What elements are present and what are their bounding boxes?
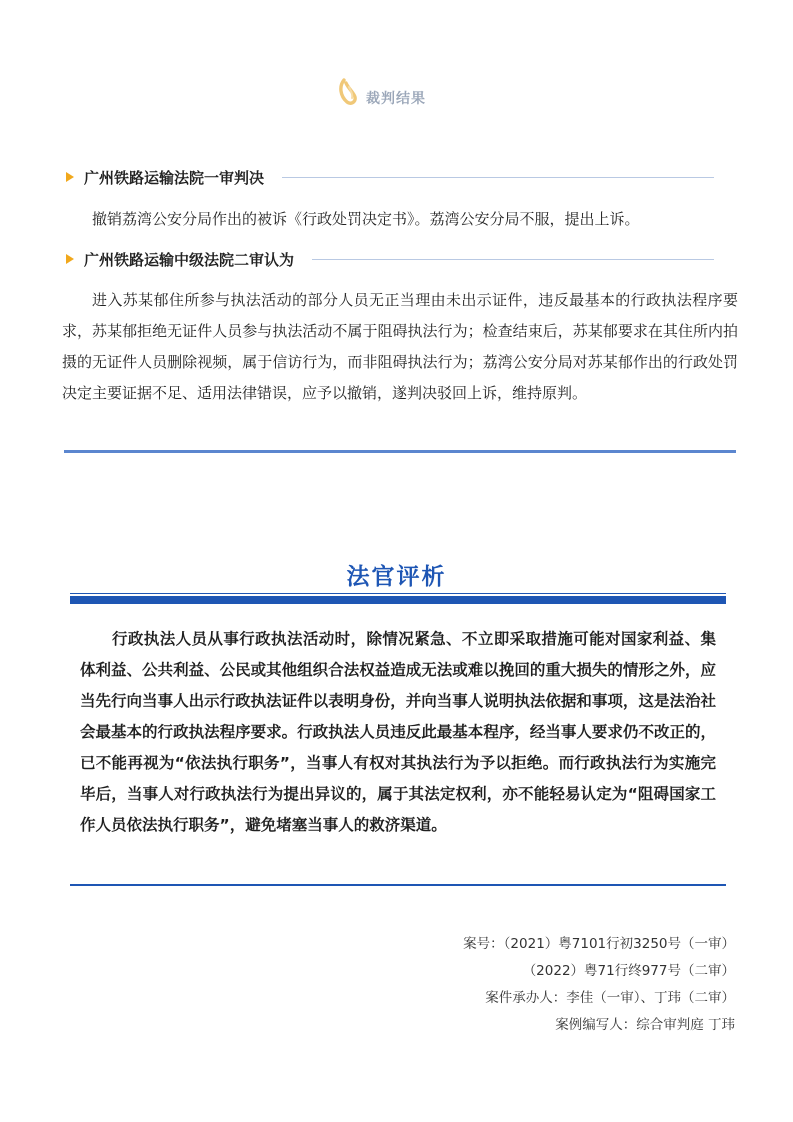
divider [70, 884, 726, 886]
subheading-second-instance [66, 247, 714, 271]
subheading-text: 广州铁路运输中级法院二审认为 [84, 250, 295, 269]
case-editor: 案例编写人：综合审判庭 丁玮 [555, 1017, 735, 1033]
first-instance-text: 撤销荔湾公安分局作出的被诉《行政处罚决定书》。荔湾公安分局不服，提出上诉。 [92, 210, 640, 228]
section-title: 裁判结果 [366, 91, 426, 107]
second-instance-text: 进入苏某郁住所参与执法活动的部分人员无正当理由未出示证件，违反最基本的行政执法程序要求，苏某郁拒绝无证件人员参与执法活动不属于阻碍执法行为；检查结束后，苏某郁要求在其住所内拍摄的无证件人员删除视频，属于信访行为，而非阻碍执法行为；荔湾公安分局对苏某郁作出的行政处罚决定主要证据不足、适用法律错误，应予以撤销，遂判决驳回上诉，维持原判。 [62, 291, 738, 402]
divider [64, 450, 736, 453]
title-underline [70, 593, 726, 594]
title-underline-bar [70, 596, 726, 604]
subheading-first-instance [66, 165, 714, 189]
subheading-text: 广州铁路运输法院一审判决 [84, 168, 265, 187]
paperclip-icon [338, 76, 358, 106]
subheading-divider [282, 177, 714, 178]
case-judges: 案件承办人：李佳（一审）、丁玮（二审） [485, 990, 735, 1006]
analysis-title: 法官评析 [346, 564, 447, 590]
case-number-second: （2022）粤71行终977号（二审） [522, 963, 735, 979]
analysis-text: 行政执法人员从事行政执法活动时，除情况紧急、不立即采取措施可能对国家利益、集体利益、公共利益、公民或其他组织合法权益造成无法或难以挽回的重大损失的情形之外，应当先行向当事人出示行政执法证件以表明身份，并向当事人说明执法依据和事项，这是法治社会最基本的行政执法程序要求。行政执法人员违反此最基本程序，经当事人要求仍不改正的，已不能再视为“依法执行职务”，当事人有权对其执法行为予以拒绝。而行政执法行为实施完毕后，当事人对行政执法行为提出异议的，属于其法定权利，亦不能轻易认定为“阻碍国家工作人员依法执行职务”，避免堵塞当事人的救济渠道。 [80, 630, 716, 834]
case-number-first: 案号：（2021）粤7101行初3250号（一审） [463, 936, 735, 952]
triangle-bullet-icon [66, 254, 74, 264]
subheading-divider [312, 259, 714, 260]
triangle-bullet-icon [66, 172, 74, 182]
